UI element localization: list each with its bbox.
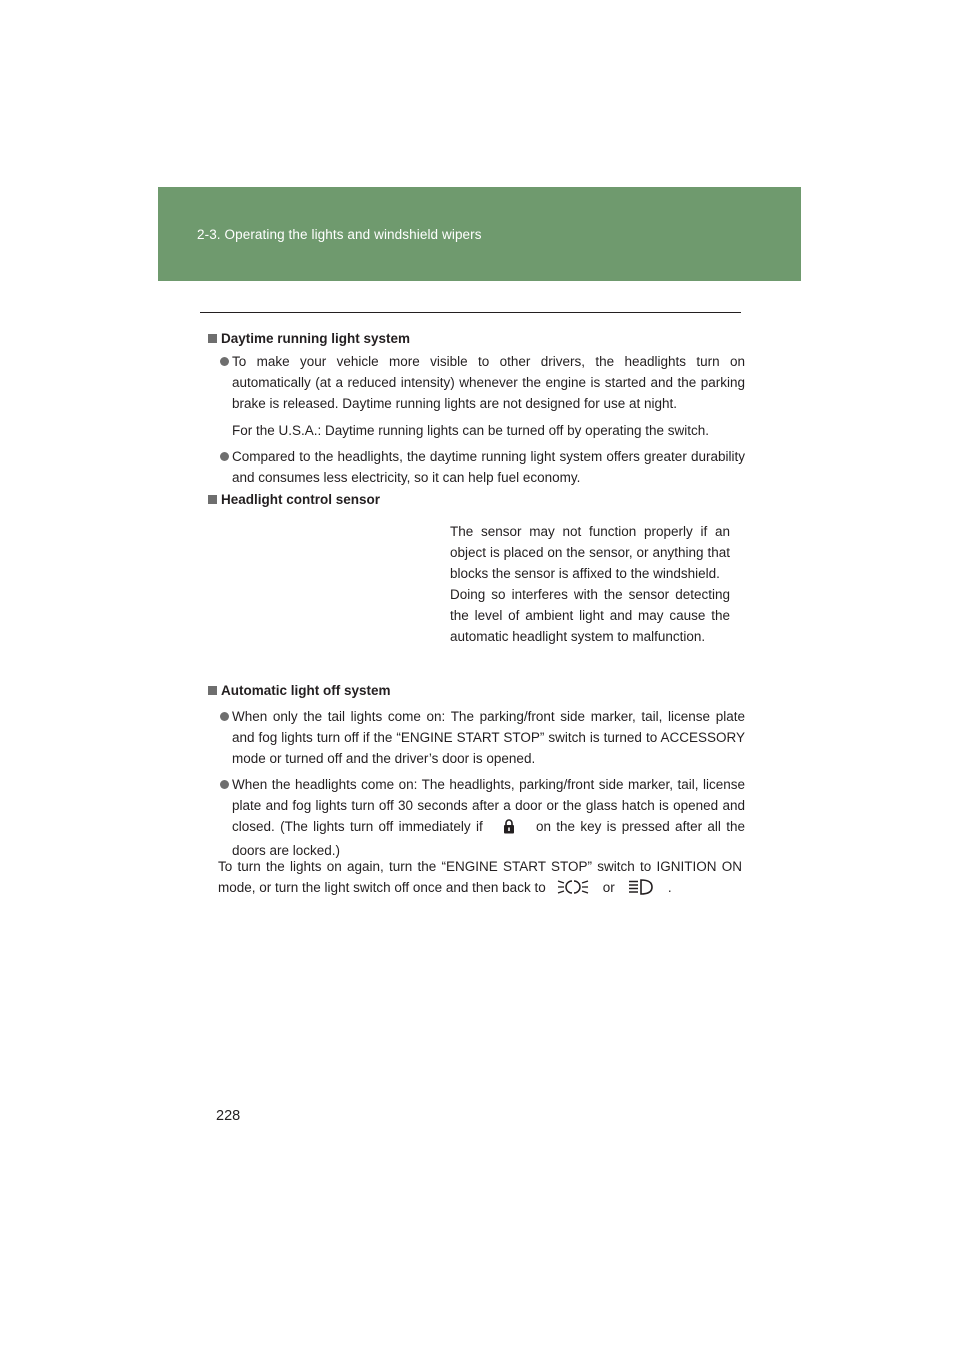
heading-automatic-light-off: Automatic light off system [208,683,391,698]
sensor-caution-note [450,521,730,647]
bullet-text: When the headlights come on: The headlights, parking/front side marker, tail, license plate and fog lights turn off 30 seconds after a door or the glass hatch is opened and closed. (The lights turn off immediately if on the key is pressed after all the doors are locked.) [232,777,745,858]
tail-light-icon [557,879,589,901]
heading-headlight-control-sensor: Headlight control sensor [208,492,380,507]
bullet-dot-icon [220,712,229,721]
bullet-text: When only the tail lights come on: The parking/front side marker, tail, license plate and fog lights turn off if the “ENGINE START STOP” switch is turned to ACCESSORY mode or turned off and the driver’s door is opened. [232,709,745,766]
turn-lights-on-paragraph: To turn the lights on again, turn the “ENGINE START STOP” switch to IGNITION ON mode, or turn the light switch off once and then back to or . [218,856,742,901]
heading-square-icon [208,334,217,343]
sensor-note-text: The sensor may not function properly if an object is placed on the sensor, or anything that blocks the sensor is affixed to the windshield. [450,524,730,581]
usa-note: For the U.S.A.: Daytime running lights can be turned off by operating the switch. [232,423,710,438]
headlight-icon [628,879,654,901]
bullet-tail-lights [220,706,745,769]
bullet-text: Compared to the headlights, the daytime running light system offers greater durability and consumes less electricity, so it can help fuel economy. [232,449,745,485]
divider-rule [200,312,741,313]
heading-square-icon [208,686,217,695]
bullet-dot-icon [220,780,229,789]
lock-icon [503,819,515,840]
bullet-text: To make your vehicle more visible to other drivers, the headlights turn on automatically (at a reduced intensity) whenever the engine is started and the parking brake is released. Daytime running lights are not designed for use at night. [232,354,745,411]
bullet-dot-icon [220,357,229,366]
sensor-note-text: Doing so interferes with the sensor detecting the level of ambient light and may cause the automatic headlight system to malfunction. [450,587,730,644]
section-title: 2-3. Operating the lights and windshield wipers [197,227,482,242]
bullet-headlights [220,774,745,861]
heading-square-icon [208,495,217,504]
bullet-dot-icon [220,452,229,461]
bullet-daytime-visibility [220,351,745,414]
bullet-daytime-economy [220,446,745,488]
page-number: 228 [216,1108,241,1124]
heading-daytime-running-light: Daytime running light system [208,331,410,346]
section-header-band [158,187,801,281]
